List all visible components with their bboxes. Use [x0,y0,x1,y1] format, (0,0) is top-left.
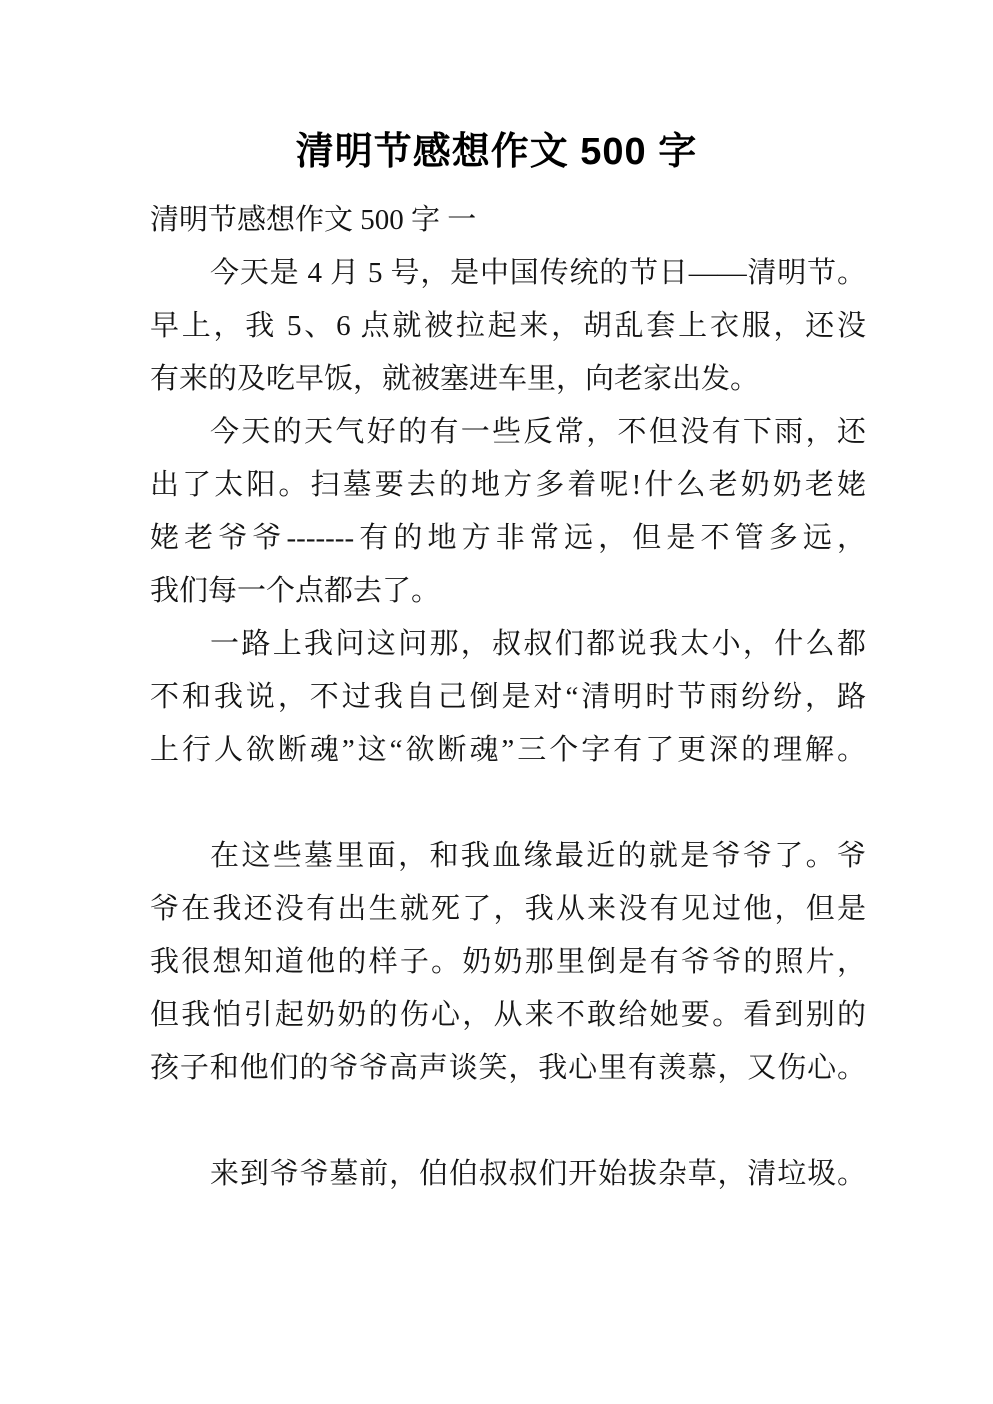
document-body [150,194,866,1201]
text-line: 有来的及吃早饭，就被塞进车里，向老家出发。 [150,363,760,395]
text-line: 爷在我还没有出生就死了，我从来没有见过他，但是 [150,893,866,925]
text-line: 今天的天气好的有一些反常，不但没有下雨，还 [210,416,866,448]
text-line: 出了太阳。扫墓要去的地方多着呢!什么老奶奶老姥 [150,469,866,501]
text-line: 上行人欲断魂”这“欲断魂”三个字有了更深的理解。 [150,734,866,766]
text-line: 我很想知道他的样子。奶奶那里倒是有爷爷的照片， [150,946,866,978]
text-line: 孩子和他们的爷爷高声谈笑，我心里有羡慕，又伤心。 [150,1052,866,1084]
text-line: 但我怕引起奶奶的伤心，从来不敢给她要。看到别的 [150,999,866,1031]
text-line: 早上，我 5、6 点就被拉起来，胡乱套上衣服，还没 [150,310,866,342]
text-line: 今天是 4 月 5 号，是中国传统的节日——清明节。 [210,257,866,289]
text-line: 在这些墓里面，和我血缘最近的就是爷爷了。爷 [210,840,866,872]
text-line: 姥老爷爷-------有的地方非常远，但是不管多远， [150,522,866,554]
page-title: 清明节感想作文 500 字 [295,131,698,173]
blank-line [150,1095,866,1148]
text-line: 清明节感想作文 500 字 一 [150,204,477,236]
blank-line [150,777,866,830]
text-line: 不和我说，不过我自己倒是对“清明时节雨纷纷，路 [150,681,866,713]
text-line: 我们每一个点都去了。 [150,575,441,607]
text-line: 来到爷爷墓前，伯伯叔叔们开始拔杂草，清垃圾。 [210,1158,866,1190]
text-line: 一路上我问这问那，叔叔们都说我太小，什么都 [210,628,866,660]
